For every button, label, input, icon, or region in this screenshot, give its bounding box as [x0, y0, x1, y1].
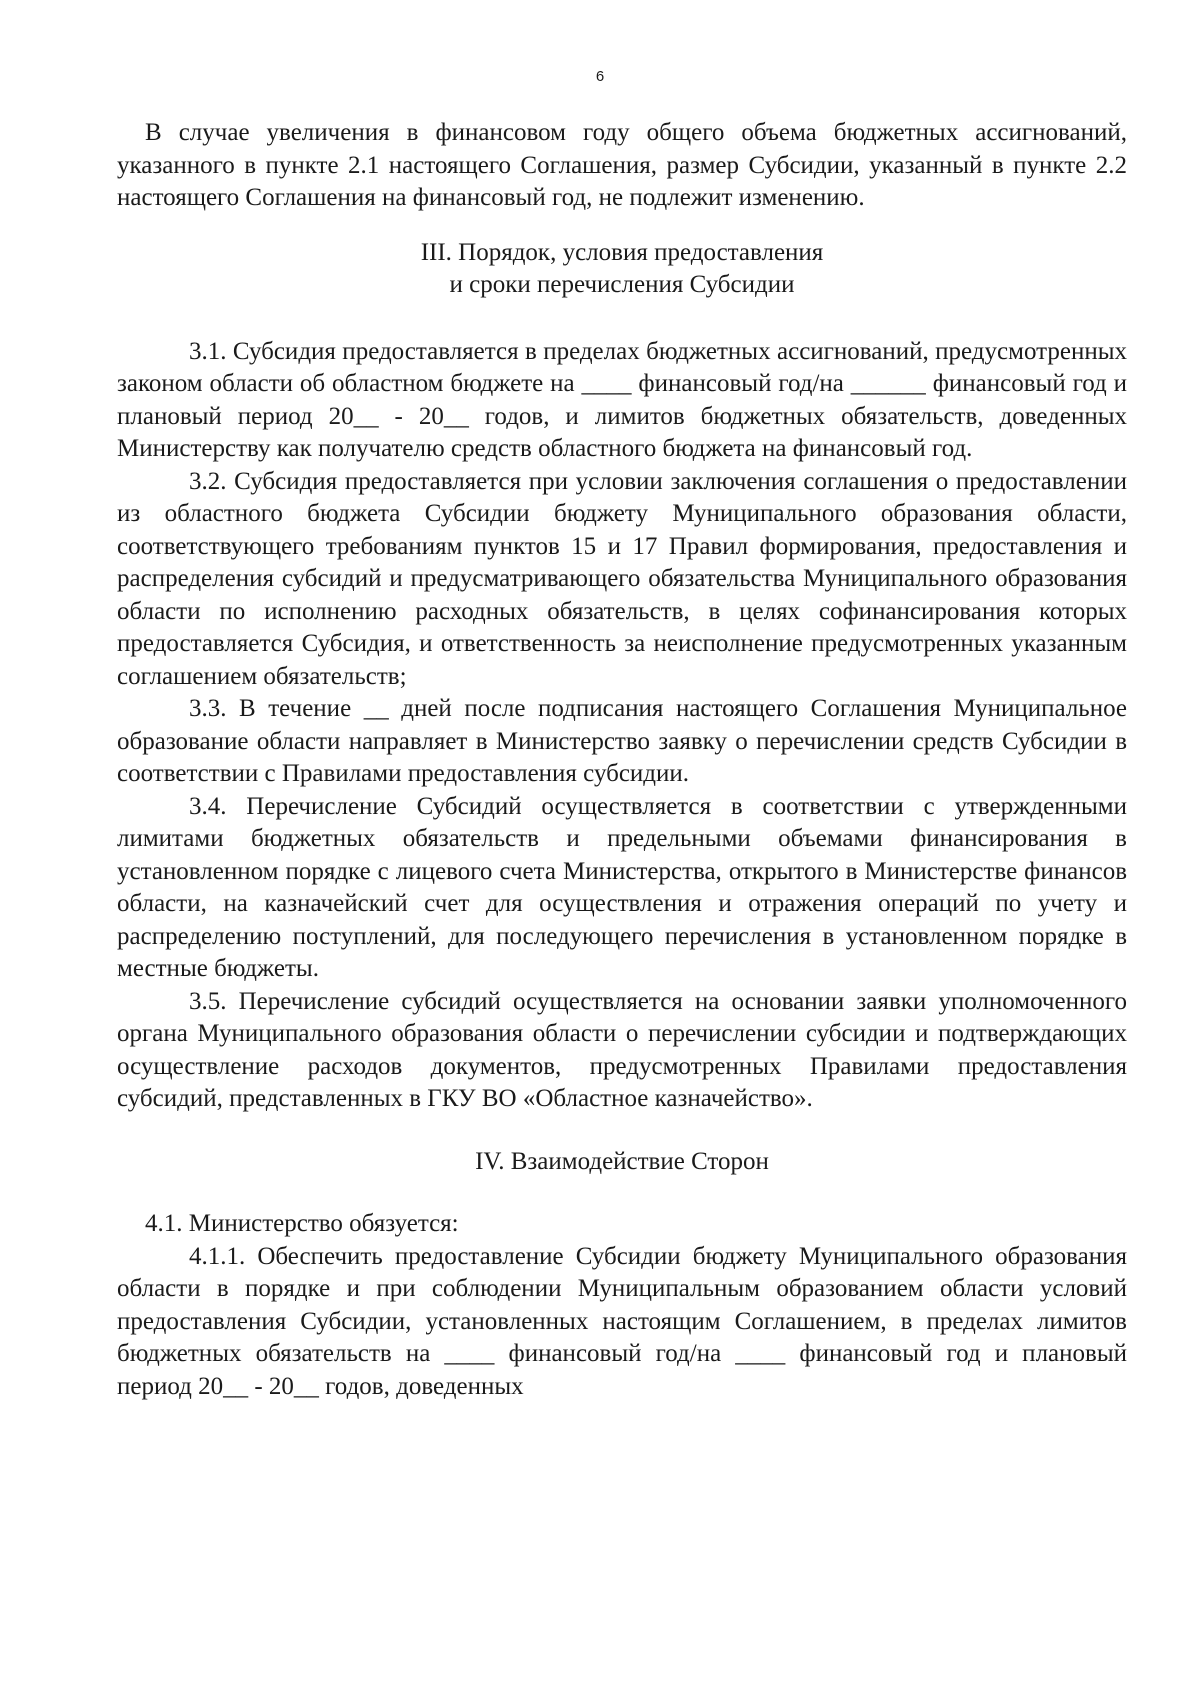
paragraph-3-3: 3.3. В течение __ дней после подписания настоящего Соглашения Муниципальное образование области направляет в Министерство заявку о перечислении средств Субсидии в соответствии с Правилами предоставления субсидии.: [117, 695, 1127, 787]
intro-paragraph: В случае увеличения в финансовом году общего объема бюджетных ассигнований, указанного в пункте 2.1 настоящего Соглашения, размер Субсидии, указанный в пункте 2.2 настоящего Соглашения на финансовый год, не подлежит изменению.: [117, 119, 1127, 211]
paragraph-3-1: 3.1. Субсидия предоставляется в пределах бюджетных ассигнований, предусмотренных законом области об областном бюджете на ____ финансовый год/на ______ финансовый год и плановый период 20__ - 20__ годов, и лимитов бюджетных обязательств, доведенных Министерству как получателю средств областного бюджета на финансовый год.: [117, 337, 1127, 462]
paragraph-3-4: 3.4. Перечисление Субсидий осуществляется в соответствии с утвержденными лимитами бюджетных обязательств и предельными объемами финансирования в установленном порядке с лицевого счета Министерства, открытого в Министерстве финансов области, на казначейский счет для осуществления и отражения операций по учету и распределению поступлений, для последующего перечисления в установленном порядке в местные бюджеты.: [117, 792, 1127, 982]
document-body: [117, 117, 1127, 1403]
section-4-heading: IV. Взаимодействие Сторон: [475, 1147, 769, 1175]
section-3-heading-line-2: и сроки перечисления Субсидии: [449, 271, 795, 298]
paragraph-4-1: 4.1. Министерство обязуется:: [145, 1210, 459, 1237]
page-number: 6: [595, 68, 605, 85]
section-3-heading: [117, 237, 1127, 302]
section-3-heading-line-1: III. Порядок, условия предоставления: [420, 238, 824, 266]
paragraph-3-5: 3.5. Перечисление субсидий осуществляется на основании заявки уполномоченного органа Муниципального образования области о перечислении субсидии и подтверждающих осуществление расходов документов, предусмотренных Правилами предоставления субсидий, представленных в ГКУ ВО «Областное казначейство».: [117, 987, 1127, 1112]
paragraph-3-2: 3.2. Субсидия предоставляется при условии заключения соглашения о предоставлении из областного бюджета Субсидии бюджету Муниципального образования области, соответствующего требованиям пунктов 15 и 17 Правил формирования, предоставления и распределения субсидий и предусматривающего обязательства Муниципального образования области по исполнению расходных обязательств, в целях софинансирования которых предоставляется Субсидия, и ответственность за неисполнение предусмотренных указанным соглашением обязательств;: [117, 467, 1127, 690]
paragraph-4-1-1: 4.1.1. Обеспечить предоставление Субсидии бюджету Муниципального образования области в порядке и при соблюдении Муниципальным образованием области условий предоставления Субсидии, установленных настоящим Соглашением, в пределах лимитов бюджетных обязательств на ____ финансовый год/на ____ финансовый год и плановый период 20__ - 20__ годов, доведенных: [117, 1242, 1127, 1400]
